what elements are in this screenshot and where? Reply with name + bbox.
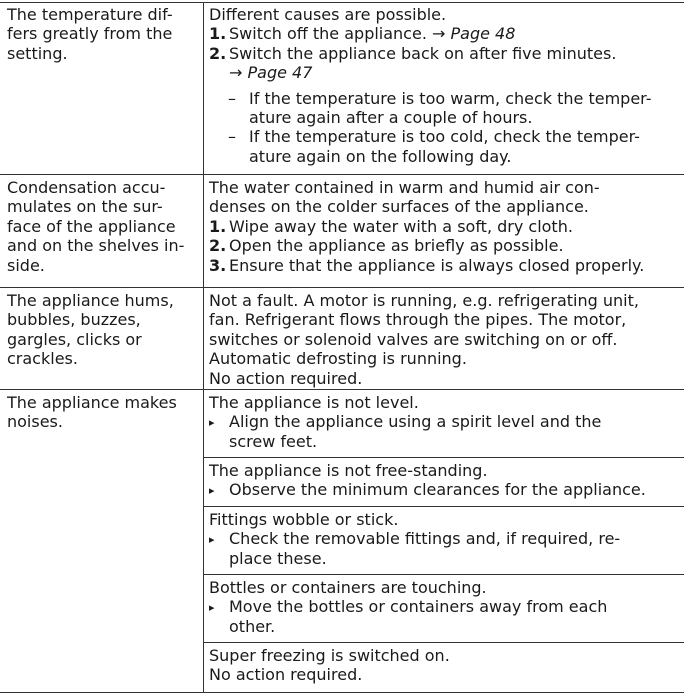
note-item-continuation <box>209 108 681 127</box>
remedy-temperature-differs <box>209 5 681 166</box>
step-item <box>209 24 681 43</box>
bullet-triangle-icon: ▸ <box>209 484 215 498</box>
step-item-continuation <box>209 63 681 82</box>
remedy-appliance-hums <box>209 291 681 388</box>
cause-text: Different causes are possible. <box>209 5 447 24</box>
remedy-text: place these. <box>229 548 327 568</box>
bullet-triangle-icon: ▸ <box>209 601 215 615</box>
step-number: 3. <box>209 255 227 275</box>
subrow-fittings-wobble <box>209 510 681 568</box>
dash-marker: – <box>228 127 236 147</box>
row-divider <box>0 174 684 175</box>
remedy-item <box>209 480 681 499</box>
row-divider <box>0 287 684 288</box>
subrow-super-freezing <box>209 646 681 685</box>
page-reference[interactable] <box>229 63 312 82</box>
bullet-triangle-icon: ▸ <box>209 533 215 547</box>
step-number: 2. <box>209 43 227 63</box>
cause-text: denses on the colder surfaces of the appliance. <box>209 197 589 217</box>
fault-appliance-hums: The appliance hums, bubbles, buzzes, gargles, clicks or crackles. <box>7 291 174 369</box>
note-item <box>209 127 681 146</box>
note-text: No action required. <box>209 665 363 685</box>
explanation-text: fan. Refrigerant flows through the pipes. The motor, <box>209 310 627 330</box>
remedy-text: other. <box>229 616 276 636</box>
step-text: Switch off the appliance. <box>229 24 427 44</box>
remedy-text: Align the appliance using a spirit level and the <box>229 412 602 432</box>
row-divider <box>0 2 684 3</box>
arrow-right-icon: → <box>432 24 446 44</box>
step-number: 2. <box>209 236 227 256</box>
note-text: ature again on the following day. <box>249 146 512 166</box>
subrow-divider <box>203 506 684 507</box>
step-text: Wipe away the water with a soft, dry cloth. <box>229 216 573 236</box>
step-number: 1. <box>209 24 227 44</box>
subrow-bottles-touching <box>209 578 681 636</box>
remedy-text: Move the bottles or containers away from each <box>229 597 608 617</box>
step-item <box>209 217 681 236</box>
subrow-divider <box>203 642 684 643</box>
step-text: Open the appliance as briefly as possible. <box>229 236 564 256</box>
note-text: If the temperature is too cold, check the temper- <box>249 127 640 147</box>
note-item-continuation <box>209 147 681 166</box>
arrow-right-icon: → <box>229 63 243 83</box>
fault-appliance-noises: The appliance makes noises. <box>7 393 177 432</box>
step-text: Ensure that the appliance is always closed properly. <box>229 255 645 275</box>
page-reference[interactable] <box>432 24 515 43</box>
remedy-item-continuation <box>209 549 681 568</box>
remedy-text: screw feet. <box>229 431 318 451</box>
fault-condensation: Condensation accu- mulates on the sur- face of the appliance and on the shelves in- side. <box>7 178 185 275</box>
remedy-text: Observe the minimum clearances for the appliance. <box>229 480 646 500</box>
step-item <box>209 256 681 275</box>
note-item <box>209 89 681 108</box>
remedy-item <box>209 412 681 431</box>
fault-temperature-differs: The temperature dif- fers greatly from the setting. <box>7 5 173 63</box>
remedy-item <box>209 597 681 616</box>
subrow-not-level <box>209 393 681 451</box>
page-reference-label: Page 48 <box>450 24 516 44</box>
dash-marker: – <box>228 88 236 108</box>
subrow-divider <box>203 574 684 575</box>
step-number: 1. <box>209 216 227 236</box>
explanation-text: switches or solenoid valves are switching on or off. <box>209 329 618 349</box>
subrow-divider <box>203 457 684 458</box>
remedy-item-continuation <box>209 432 681 451</box>
note-text: If the temperature is too warm, check the temper- <box>249 88 652 108</box>
cause-text: Super freezing is switched on. <box>209 646 450 665</box>
remedy-condensation <box>209 178 681 275</box>
column-divider <box>203 2 204 693</box>
cause-text: The water contained in warm and humid air con- <box>209 178 600 197</box>
step-item <box>209 44 681 63</box>
explanation-text: No action required. <box>209 368 363 388</box>
row-divider <box>0 389 684 390</box>
remedy-item-continuation <box>209 617 681 636</box>
cause-text: The appliance is not free-standing. <box>209 461 488 480</box>
note-text: ature again after a couple of hours. <box>249 107 533 127</box>
cause-text: The appliance is not level. <box>209 393 419 412</box>
remedy-item <box>209 529 681 548</box>
step-item <box>209 236 681 255</box>
cause-text: Bottles or containers are touching. <box>209 578 487 597</box>
explanation-text: Automatic defrosting is running. <box>209 349 467 369</box>
remedy-text: Check the removable fittings and, if required, re- <box>229 529 621 549</box>
page-reference-label: Page 47 <box>247 63 313 83</box>
bullet-triangle-icon: ▸ <box>209 416 215 430</box>
subrow-not-free-standing <box>209 461 681 500</box>
step-text: Switch the appliance back on after five minutes. <box>229 43 617 63</box>
cause-text: Fittings wobble or stick. <box>209 510 399 529</box>
explanation-text: Not a fault. A motor is running, e.g. refrigerating unit, <box>209 291 639 310</box>
row-divider <box>0 692 684 693</box>
